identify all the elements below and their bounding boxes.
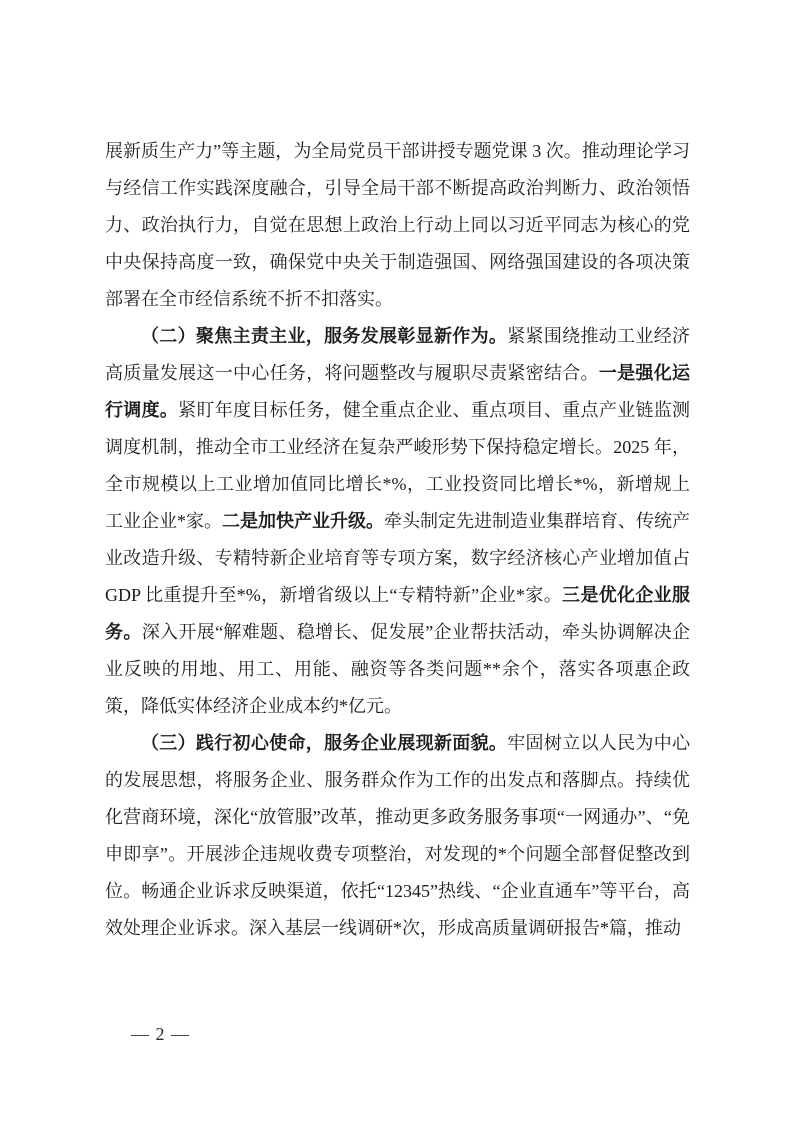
document-body — [105, 133, 690, 947]
page-number: — 2 — — [131, 1024, 190, 1044]
point-three-text: 深入开展“解难题、稳增长、促发展”企业帮扶活动，牵头协调解决企业反映的用地、用工、用能、融资等各类问题**余个，落实各项惠企政策，降低实体经济企业成本约*亿元。 — [105, 622, 691, 716]
section-three-heading: （三）践行初心使命，服务企业展现新面貌。 — [141, 733, 508, 753]
point-one-text: 紧盯年度目标任务，健全重点企业、重点项目、重点产业链监测调度机制，推动全市工业经济在复杂严峻形势下保持稳定增长。2025 年，全市规模以上工业增加值同比增长*%，工业投资同比增长*%，新增规上工业企业*家。 — [105, 400, 691, 531]
paragraph-continuation — [105, 133, 690, 318]
paragraph-section-two — [105, 318, 690, 725]
paragraph-section-three — [105, 725, 690, 947]
section-two-heading: （二）聚焦主责主业，服务发展彰显新作为。 — [141, 326, 508, 346]
page-footer — [131, 1024, 190, 1045]
point-one-label: 一是强化运行调度。 — [105, 363, 691, 420]
point-two-text: 牵头制定先进制造业集群培育、传统产业改造升级、专精特新企业培育等专项方案，数字经济核心产业增加值占 GDP 比重提升至*%，新增省级以上“专精特新”企业*家。 — [105, 511, 690, 605]
body-text: 展新质生产力”等主题，为全局党员干部讲授专题党课 3 次。推动理论学习与经信工作实践深度融合，引导全局干部不断提高政治判断力、政治领悟力、政治执行力，自觉在思想上政治上行动上同以习近平同志为核心的党中央保持高度一致，确保党中央关于制造强国、网络强国建设的各项决策部署在全市经信系统不折不扣落实。 — [105, 141, 690, 309]
section-two-intro: 紧紧围绕推动工业经济高质量发展这一中心任务，将问题整改与履职尽责紧密结合。 — [105, 326, 691, 383]
point-three-label: 三是优化企业服务。 — [105, 585, 691, 642]
section-three-body: 牢固树立以人民为中心的发展思想，将服务企业、服务群众作为工作的出发点和落脚点。持续优化营商环境，深化“放管服”改革，推动更多政务服务事项“一网通办”、“免申即享”。开展涉企违规收费专项整治，对发现的*个问题全部督促整改到位。畅通企业诉求反映渠道，依托“12345”热线、“企业直通车”等平台，高效处理企业诉求。深入基层一线调研*次，形成高质量调研报告*篇，推动 — [105, 733, 691, 938]
point-two-label: 二是加快产业升级。 — [222, 511, 384, 531]
